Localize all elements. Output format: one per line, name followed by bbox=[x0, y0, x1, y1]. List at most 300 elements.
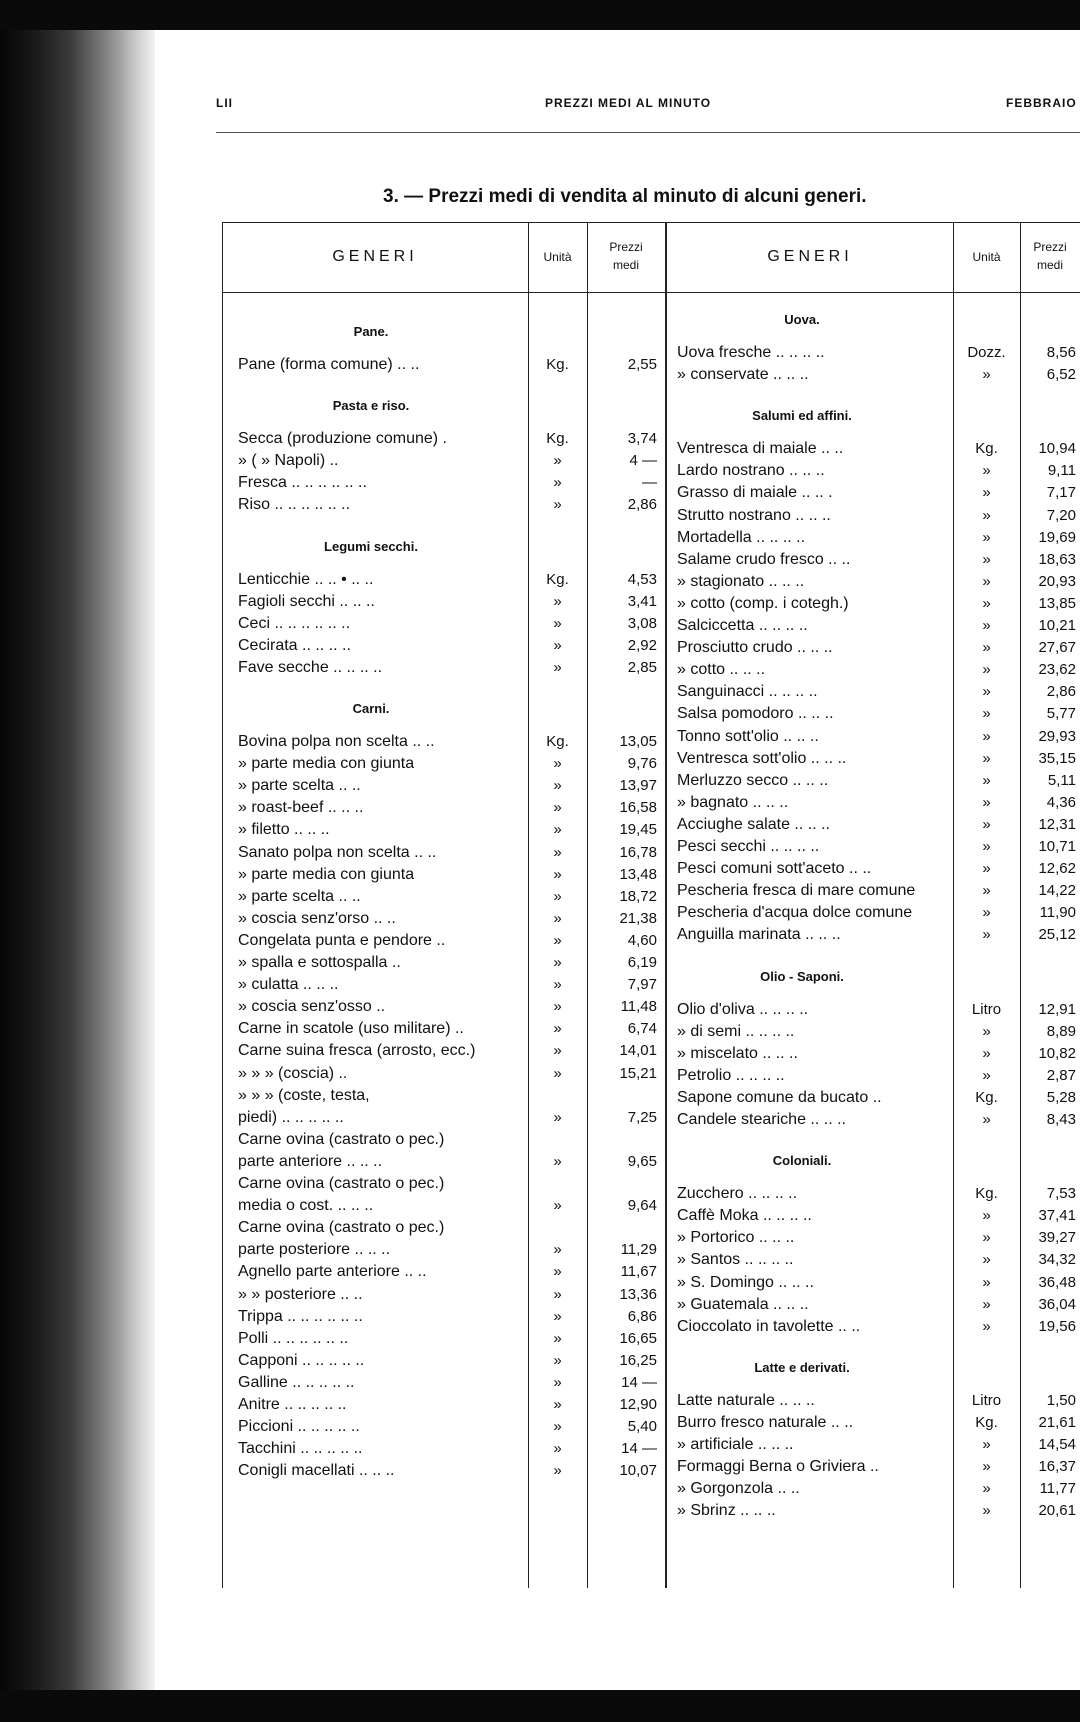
table-row bbox=[222, 748, 1080, 770]
item-price: 2,86 bbox=[1046, 683, 1076, 701]
table-title: 3. — Prezzi medi di vendita al minuto di alcuni generi. bbox=[383, 186, 867, 207]
table-row bbox=[222, 880, 1080, 902]
item-unit: » bbox=[982, 904, 991, 922]
item-unit: » bbox=[982, 528, 991, 546]
item-name: Uova fresche .. .. .. .. bbox=[677, 344, 825, 361]
section-heading: Pane. bbox=[353, 324, 389, 339]
item-name: Prosciutto crudo .. .. .. bbox=[677, 639, 833, 657]
item-name: Trippa .. .. .. .. .. .. bbox=[238, 1307, 363, 1325]
month-label: FEBBRAIO bbox=[1006, 96, 1077, 110]
item-price: 36,04 bbox=[1038, 1295, 1076, 1313]
table-row bbox=[222, 438, 1080, 460]
item-name: Pesci secchi .. .. .. .. bbox=[677, 838, 820, 855]
item-name: Polli .. .. .. .. .. .. bbox=[238, 1329, 349, 1347]
item-price: 11,90 bbox=[1039, 904, 1076, 922]
item-unit: » bbox=[982, 594, 991, 612]
item-name: » bagnato .. .. .. bbox=[677, 793, 789, 811]
table-row bbox=[222, 1129, 1080, 1151]
item-price: 23,62 bbox=[1038, 661, 1076, 679]
table-row bbox=[222, 593, 1080, 615]
item-name: » parte scelta .. .. bbox=[238, 887, 361, 905]
item-price: 19,45 bbox=[619, 821, 657, 839]
item-price: 12,91 bbox=[1038, 1000, 1076, 1018]
item-price: 15,21 bbox=[619, 1064, 657, 1082]
item-price: 9,76 bbox=[627, 755, 657, 773]
item-price: 2,87 bbox=[1046, 1066, 1076, 1084]
section-heading: Carni. bbox=[352, 701, 390, 716]
header-prezzi-label: Prezzi bbox=[609, 240, 643, 254]
header-unita-label: Unità bbox=[543, 250, 572, 264]
item-price: 16,58 bbox=[619, 799, 657, 817]
item-price: 2,86 bbox=[627, 496, 657, 514]
table-row bbox=[222, 999, 1080, 1021]
item-price: 10,94 bbox=[1038, 440, 1076, 458]
item-unit: » bbox=[982, 1066, 991, 1084]
item-unit: » bbox=[982, 1480, 991, 1498]
item-unit: Kg. bbox=[975, 1088, 998, 1106]
item-price: 12,62 bbox=[1038, 860, 1076, 878]
item-name: » culatta .. .. .. bbox=[238, 976, 339, 994]
table-row bbox=[222, 1412, 1080, 1434]
table-row bbox=[222, 1456, 1080, 1478]
item-name: Fagioli secchi .. .. .. bbox=[238, 592, 375, 610]
item-unit: » bbox=[982, 1022, 991, 1040]
item-unit: » bbox=[982, 1229, 991, 1247]
table-row bbox=[222, 1151, 1080, 1173]
item-price: 10,82 bbox=[1038, 1044, 1076, 1062]
item-unit: Litro bbox=[971, 1000, 1002, 1018]
item-unit: » bbox=[553, 865, 562, 883]
item-price: 35,15 bbox=[1038, 749, 1076, 767]
item-unit: » bbox=[553, 452, 562, 470]
item-price: 16,65 bbox=[619, 1329, 657, 1347]
item-unit: Kg. bbox=[546, 570, 569, 588]
table-row bbox=[222, 1434, 1080, 1456]
item-unit: » bbox=[982, 617, 991, 634]
item-name: Pescheria fresca di mare comune bbox=[677, 882, 916, 900]
table-top-rule bbox=[222, 222, 1080, 223]
section-heading: Salumi ed affini. bbox=[752, 408, 852, 424]
table-row bbox=[222, 726, 1080, 748]
scan-top-edge bbox=[0, 0, 1080, 30]
item-name: » Sbrinz .. .. .. bbox=[677, 1502, 776, 1520]
item-name: » parte scelta .. .. bbox=[238, 777, 361, 795]
item-price: 16,25 bbox=[619, 1351, 657, 1369]
item-name: Sapone comune da bucato .. bbox=[677, 1088, 882, 1106]
item-name: » S. Domingo .. .. .. bbox=[677, 1273, 814, 1291]
item-name: Grasso di maiale .. .. . bbox=[677, 484, 833, 502]
item-name: Cioccolato in tavolette .. .. bbox=[677, 1317, 861, 1335]
table-row bbox=[222, 1350, 1080, 1372]
item-unit: » bbox=[553, 658, 562, 676]
item-unit: » bbox=[553, 931, 562, 949]
item-name: » stagionato .. .. .. bbox=[677, 572, 805, 590]
item-name: Ceci .. .. .. .. .. .. bbox=[238, 614, 351, 632]
header-prezzi-right bbox=[1020, 238, 1080, 274]
item-price: 20,93 bbox=[1038, 572, 1076, 590]
item-unit: » bbox=[982, 882, 991, 900]
item-price: 11,48 bbox=[620, 998, 657, 1016]
price-table bbox=[222, 222, 1080, 1588]
table-row bbox=[222, 659, 1080, 681]
item-name: » cotto (comp. i cotegh.) bbox=[677, 594, 849, 612]
item-name: Tacchini .. .. .. .. .. bbox=[238, 1440, 363, 1458]
item-name: Candele steariche .. .. .. bbox=[677, 1111, 846, 1128]
item-name: Fresca .. .. .. .. .. .. bbox=[238, 474, 367, 492]
item-name: » Portorico .. .. .. bbox=[677, 1229, 795, 1247]
item-unit: » bbox=[553, 1329, 562, 1347]
table-row bbox=[222, 460, 1080, 482]
item-price: 6,74 bbox=[627, 1020, 657, 1038]
item-unit: » bbox=[553, 496, 562, 514]
table-row bbox=[222, 1043, 1080, 1065]
table-row bbox=[222, 952, 1080, 974]
item-unit: » bbox=[553, 909, 562, 927]
item-unit: » bbox=[553, 887, 562, 905]
item-price: 4,53 bbox=[627, 570, 657, 588]
item-unit: » bbox=[553, 799, 562, 817]
table-row bbox=[222, 527, 1080, 549]
table-row bbox=[222, 1478, 1080, 1500]
header-medi-label: medi bbox=[612, 258, 639, 272]
item-unit: » bbox=[553, 636, 562, 654]
item-name: Galline .. .. .. .. .. bbox=[238, 1373, 355, 1391]
item-price: 13,85 bbox=[1038, 594, 1076, 612]
item-unit: » bbox=[553, 1285, 562, 1303]
item-unit: » bbox=[553, 1197, 562, 1215]
table-row bbox=[222, 902, 1080, 924]
item-name: Acciughe salate .. .. .. bbox=[677, 815, 830, 833]
table-row bbox=[222, 924, 1080, 946]
item-name: Cecirata .. .. .. .. bbox=[238, 636, 351, 654]
item-unit: » bbox=[553, 1307, 562, 1325]
item-price: 6,19 bbox=[627, 954, 657, 971]
item-price: 11,29 bbox=[620, 1241, 657, 1259]
table-row bbox=[222, 342, 1080, 364]
item-unit: » bbox=[982, 661, 991, 679]
item-price: 19,69 bbox=[1038, 528, 1076, 546]
section-heading: Coloniali. bbox=[772, 1153, 832, 1169]
item-price: 10,71 bbox=[1038, 838, 1076, 855]
item-name: Petrolio .. .. .. .. bbox=[677, 1066, 785, 1084]
table-row bbox=[222, 482, 1080, 504]
item-name: Ventresca di maiale .. .. bbox=[677, 440, 844, 458]
table-row bbox=[222, 1205, 1080, 1227]
item-price: 4,36 bbox=[1046, 793, 1076, 811]
item-price: 3,08 bbox=[627, 614, 657, 632]
item-unit: » bbox=[982, 793, 991, 811]
item-unit: » bbox=[553, 614, 562, 632]
item-price: 36,48 bbox=[1038, 1273, 1076, 1291]
item-price: 25,12 bbox=[1038, 926, 1076, 944]
header-generi-label: GENERI bbox=[332, 248, 418, 265]
item-unit: » bbox=[553, 1064, 562, 1082]
item-name: » coscia senz'orso .. .. bbox=[238, 909, 396, 927]
item-price: 5,11 bbox=[1047, 771, 1076, 789]
section-heading: Pasta e riso. bbox=[332, 398, 410, 414]
item-name: Salsa pomodoro .. .. .. bbox=[677, 705, 834, 723]
item-unit: » bbox=[553, 1462, 562, 1480]
item-price: 11,77 bbox=[1039, 1480, 1076, 1498]
item-price: 34,32 bbox=[1038, 1251, 1076, 1269]
item-name: Pescheria d'acqua dolce comune bbox=[677, 904, 913, 922]
table-row bbox=[222, 1272, 1080, 1294]
table-row bbox=[222, 1021, 1080, 1043]
item-name: Carne in scatole (uso militare) .. bbox=[238, 1020, 464, 1038]
item-unit: » bbox=[553, 1263, 562, 1281]
item-price: 14 — bbox=[621, 1373, 657, 1391]
item-price: 2,55 bbox=[627, 356, 657, 373]
item-name: Pane (forma comune) .. .. bbox=[238, 356, 420, 373]
header-generi-label: GENERI bbox=[767, 248, 853, 265]
item-price: 9,64 bbox=[627, 1197, 657, 1215]
item-price: 27,67 bbox=[1038, 639, 1076, 657]
item-name: parte anteriore .. .. .. bbox=[238, 1152, 383, 1170]
item-price: 10,21 bbox=[1038, 617, 1076, 634]
table-row bbox=[222, 858, 1080, 880]
item-price: 8,43 bbox=[1046, 1111, 1076, 1128]
item-price: 14,01 bbox=[619, 1042, 657, 1060]
item-name: Carne ovina (castrato o pec.) bbox=[238, 1219, 445, 1237]
item-price: 1,50 bbox=[1046, 1391, 1076, 1409]
item-price: 2,85 bbox=[627, 658, 657, 676]
item-price: 13,36 bbox=[619, 1285, 657, 1303]
item-name: » » posteriore .. .. bbox=[238, 1285, 363, 1303]
item-unit: » bbox=[553, 777, 562, 795]
item-price: 18,63 bbox=[1038, 550, 1076, 568]
item-name: Secca (produzione comune) . bbox=[238, 430, 447, 448]
item-price: 9,65 bbox=[627, 1152, 657, 1170]
item-unit: » bbox=[982, 1436, 991, 1453]
section-heading: Olio - Saponi. bbox=[760, 968, 844, 984]
item-price: 19,56 bbox=[1038, 1317, 1076, 1335]
item-name: Sanguinacci .. .. .. .. bbox=[677, 683, 818, 701]
item-unit: » bbox=[982, 506, 991, 524]
item-price: 7,20 bbox=[1046, 506, 1076, 524]
item-name: » filetto .. .. .. bbox=[238, 821, 330, 839]
item-unit: » bbox=[553, 755, 562, 773]
item-unit: » bbox=[553, 1418, 562, 1436]
item-unit: Kg. bbox=[546, 356, 569, 373]
item-name: Carne ovina (castrato o pec.) bbox=[238, 1175, 445, 1192]
item-unit: » bbox=[553, 1108, 562, 1126]
item-unit: » bbox=[553, 976, 562, 994]
item-name: » di semi .. .. .. .. bbox=[677, 1022, 795, 1040]
table-row bbox=[222, 1087, 1080, 1109]
item-price: 8,89 bbox=[1046, 1022, 1076, 1040]
item-name: » parte media con giunta bbox=[238, 755, 415, 773]
page-number: LII bbox=[216, 96, 233, 110]
item-price: 13,97 bbox=[619, 777, 657, 795]
item-unit: Kg. bbox=[546, 733, 569, 750]
item-name: Olio d'oliva .. .. .. .. bbox=[677, 1000, 809, 1018]
item-name: » coscia senz'osso .. bbox=[238, 998, 386, 1016]
item-unit: » bbox=[982, 1317, 991, 1335]
item-unit: » bbox=[982, 860, 991, 878]
item-name: » cotto .. .. .. bbox=[677, 661, 766, 679]
item-price: 12,90 bbox=[619, 1396, 657, 1413]
item-price: 5,77 bbox=[1046, 705, 1076, 723]
item-name: » roast-beef .. .. .. bbox=[238, 799, 364, 817]
item-name: media o cost. .. .. .. bbox=[238, 1197, 374, 1215]
item-name: Latte naturale .. .. .. bbox=[677, 1391, 815, 1409]
item-name: » » » (coste, testa, bbox=[238, 1086, 370, 1104]
item-unit: » bbox=[553, 998, 562, 1016]
item-unit: » bbox=[982, 366, 991, 384]
item-unit: » bbox=[553, 843, 562, 861]
item-unit: » bbox=[982, 727, 991, 745]
table-row bbox=[222, 836, 1080, 858]
table-row bbox=[222, 770, 1080, 792]
item-unit: » bbox=[982, 1044, 991, 1062]
header-generi-right bbox=[667, 248, 953, 266]
header-prezzi-left bbox=[587, 238, 665, 274]
table-row bbox=[222, 1227, 1080, 1249]
item-name: Anguilla marinata .. .. .. bbox=[677, 926, 841, 944]
item-name: Formaggi Berna o Griviera .. bbox=[677, 1458, 879, 1476]
item-name: Salame crudo fresco .. .. bbox=[677, 550, 851, 568]
item-name: piedi) .. .. .. .. .. bbox=[238, 1108, 344, 1126]
item-name: Bovina polpa non scelta .. .. bbox=[238, 733, 435, 750]
item-unit: » bbox=[553, 1351, 562, 1369]
item-unit: » bbox=[553, 1042, 562, 1060]
item-unit: » bbox=[553, 592, 562, 610]
item-price: 9,11 bbox=[1047, 462, 1076, 480]
header-unita-left bbox=[528, 248, 587, 266]
item-name: parte posteriore .. .. .. bbox=[238, 1241, 391, 1259]
item-price: 4 — bbox=[629, 452, 657, 470]
item-price: 5,28 bbox=[1046, 1088, 1076, 1106]
table-row bbox=[222, 703, 1080, 725]
item-unit: » bbox=[553, 1241, 562, 1259]
item-unit: » bbox=[553, 474, 562, 492]
item-price: 7,97 bbox=[627, 976, 657, 994]
item-unit: » bbox=[982, 771, 991, 789]
item-price: 14,22 bbox=[1038, 882, 1076, 900]
item-unit: Kg. bbox=[975, 1185, 998, 1203]
item-unit: Dozz. bbox=[967, 344, 1006, 361]
table-row bbox=[222, 974, 1080, 996]
item-price: 20,61 bbox=[1038, 1502, 1076, 1520]
item-unit: » bbox=[982, 1295, 991, 1313]
item-name: Piccioni .. .. .. .. .. bbox=[238, 1418, 360, 1436]
section-heading: Latte e derivati. bbox=[754, 1359, 850, 1375]
item-unit: » bbox=[982, 705, 991, 723]
scan-bottom-edge bbox=[0, 1690, 1080, 1722]
item-unit: » bbox=[553, 1373, 562, 1391]
item-unit: » bbox=[982, 1111, 991, 1128]
scan-left-edge bbox=[0, 0, 155, 1722]
header-rule bbox=[216, 132, 1080, 133]
item-unit: Litro bbox=[971, 1391, 1002, 1409]
table-row bbox=[222, 792, 1080, 814]
item-price: 2,92 bbox=[627, 636, 657, 654]
item-name: Anitre .. .. .. .. .. bbox=[238, 1396, 347, 1413]
table-row bbox=[222, 1390, 1080, 1412]
item-price: 5,40 bbox=[627, 1418, 657, 1436]
item-name: » ( » Napoli) .. bbox=[238, 452, 339, 470]
item-price: 3,41 bbox=[627, 592, 657, 610]
item-unit: Kg. bbox=[546, 430, 569, 448]
table-row bbox=[222, 681, 1080, 703]
header-unita-right bbox=[953, 248, 1020, 266]
item-name: Sanato polpa non scelta .. .. bbox=[238, 843, 437, 861]
item-price: 37,41 bbox=[1038, 1207, 1076, 1225]
item-unit: » bbox=[982, 815, 991, 833]
item-unit: » bbox=[982, 683, 991, 701]
item-name: Riso .. .. .. .. .. .. bbox=[238, 496, 351, 514]
item-name: Mortadella .. .. .. .. bbox=[677, 528, 806, 546]
item-name: Salciccetta .. .. .. .. bbox=[677, 617, 808, 634]
item-name: Strutto nostrano .. .. .. bbox=[677, 506, 831, 524]
header-generi-left bbox=[222, 248, 528, 266]
item-unit: » bbox=[982, 639, 991, 657]
item-unit: » bbox=[553, 821, 562, 839]
item-price: 18,72 bbox=[619, 887, 657, 905]
section-heading: Legumi secchi. bbox=[324, 538, 418, 554]
item-price: 6,52 bbox=[1046, 366, 1076, 384]
item-price: 29,93 bbox=[1038, 727, 1076, 745]
item-name: » Gorgonzola .. .. bbox=[677, 1480, 800, 1498]
section-heading: Uova. bbox=[784, 312, 820, 327]
item-price: 12,31 bbox=[1038, 815, 1076, 833]
item-name: Tonno sott'olio .. .. .. bbox=[677, 727, 819, 745]
table-row bbox=[222, 549, 1080, 571]
item-price: 39,27 bbox=[1038, 1229, 1076, 1247]
item-name: Fave secche .. .. .. .. bbox=[238, 658, 383, 676]
item-unit: » bbox=[982, 1458, 991, 1476]
item-unit: » bbox=[982, 749, 991, 767]
item-name: Caffè Moka .. .. .. .. bbox=[677, 1207, 812, 1225]
item-price: 21,61 bbox=[1038, 1413, 1076, 1431]
item-name: Ventresca sott'olio .. .. .. bbox=[677, 749, 847, 767]
item-name: » parte media con giunta bbox=[238, 865, 415, 883]
item-name: Congelata punta e pendore .. bbox=[238, 931, 446, 949]
item-price: 10,07 bbox=[619, 1462, 657, 1480]
item-unit: » bbox=[982, 1273, 991, 1291]
table-row bbox=[222, 1109, 1080, 1131]
item-unit: » bbox=[982, 1207, 991, 1225]
table-row bbox=[222, 1294, 1080, 1316]
item-unit: » bbox=[982, 572, 991, 590]
table-row bbox=[222, 637, 1080, 659]
item-price: 8,56 bbox=[1046, 344, 1076, 361]
item-unit: » bbox=[982, 1251, 991, 1269]
item-name: Pesci comuni sott'aceto .. .. bbox=[677, 860, 872, 878]
item-name: » miscelato .. .. .. bbox=[677, 1044, 798, 1062]
item-price: 16,37 bbox=[1038, 1458, 1076, 1476]
table-row bbox=[222, 505, 1080, 527]
item-name: Carne suina fresca (arrosto, ecc.) bbox=[238, 1042, 476, 1060]
item-unit: » bbox=[982, 462, 991, 480]
item-price: 7,53 bbox=[1046, 1185, 1076, 1203]
running-title: PREZZI MEDI AL MINUTO bbox=[545, 96, 712, 110]
header-prezzi-label: Prezzi bbox=[1033, 240, 1067, 254]
item-price: 7,17 bbox=[1046, 484, 1076, 502]
item-price: 3,74 bbox=[627, 430, 657, 448]
item-price: 21,38 bbox=[619, 909, 657, 927]
item-name: Conigli macellati .. .. .. bbox=[238, 1462, 395, 1480]
header-unita-label: Unità bbox=[972, 250, 1001, 264]
item-unit: » bbox=[982, 550, 991, 568]
item-unit: » bbox=[982, 926, 991, 944]
table-row bbox=[222, 364, 1080, 386]
table-row bbox=[222, 1249, 1080, 1271]
table-row bbox=[222, 814, 1080, 836]
item-price: 13,05 bbox=[619, 733, 657, 750]
item-name: Zucchero .. .. .. .. bbox=[677, 1185, 798, 1203]
item-unit: » bbox=[982, 1502, 991, 1520]
